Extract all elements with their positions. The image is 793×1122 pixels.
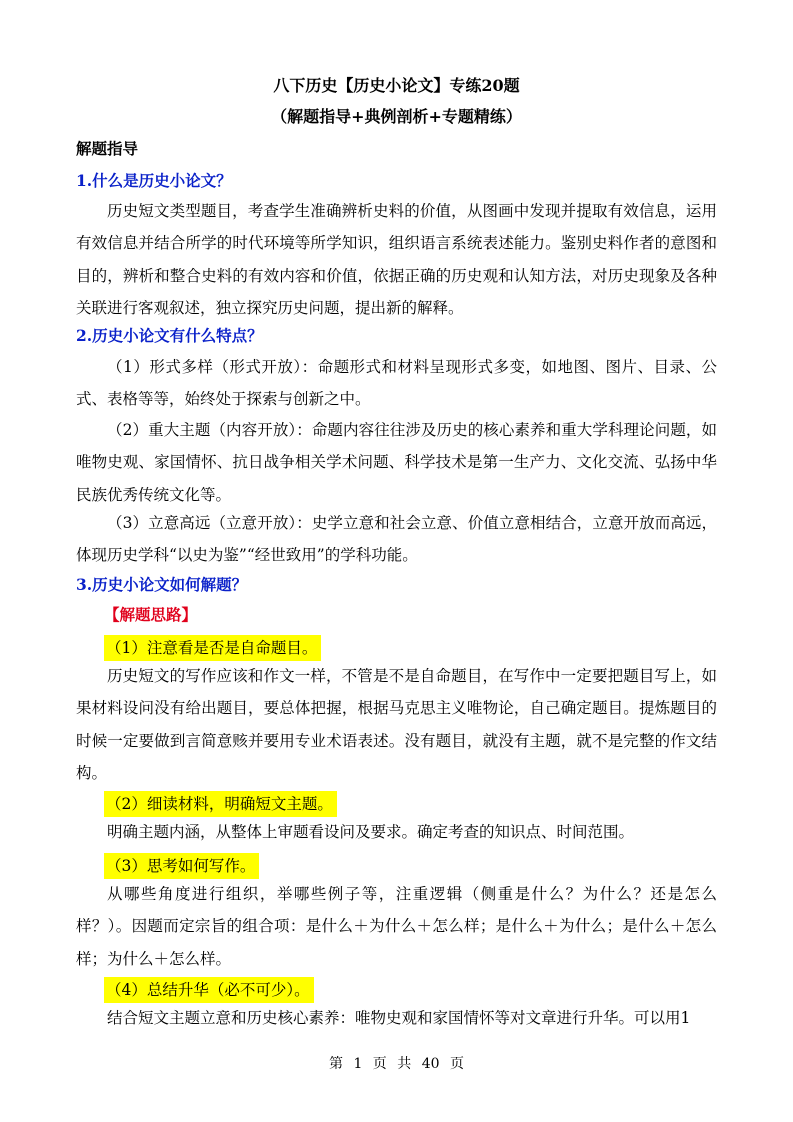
question-3-heading: 3.历史小论文如何解题？ bbox=[76, 575, 248, 594]
step-1-text: 历史短文的写作应该和作文一样，不管是不是自命题目，在写作中一定要把题目写上，如果材料设问没有给出题目，要总体把握，根据马克思主义唯物论，自己确定题目。提炼题目的时候一定要做到言简意赅并要用专业术语表述。没有题目，就没有主题，就不是完整的作文结构。 bbox=[76, 667, 717, 783]
document-title: 八下历史【历史小论文】专练20题 bbox=[273, 76, 520, 95]
question-1-heading: 1.什么是历史小论文？ bbox=[76, 171, 232, 190]
step-4-title: （4）总结升华（必不可少）。 bbox=[104, 977, 314, 1003]
section-heading: 解题指导 bbox=[76, 139, 139, 158]
step-2-title: （2）细读材料，明确短文主题。 bbox=[104, 791, 337, 817]
question-2-heading: 2.历史小论文有什么特点？ bbox=[76, 326, 263, 345]
step-2-text: 明确主题内涵，从整体上审题看设问及要求。确定考查的知识点、时间范围。 bbox=[107, 823, 635, 841]
solution-tag: 【解题思路】 bbox=[104, 605, 198, 624]
step-3-text: 从哪些角度进行组织，举哪些例子等，注重逻辑（侧重是什么？为什么？还是怎么样？）。因题而定宗旨的组合项：是什么＋为什么＋怎么样；是什么＋为什么；是什么＋怎么样；为什么＋怎么样。 bbox=[76, 885, 717, 968]
step-4-text: 结合短文主题立意和历史核心素养：唯物史观和家国情怀等对文章进行升华。可以用1 bbox=[107, 1009, 691, 1027]
question-1-paragraph: 历史短文类型题目，考查学生准确辨析史料的价值，从图画中发现并提取有效信息，运用有效信息并结合所学的时代环境等所学知识，组织语言系统表述能力。鉴别史料作者的意图和目的，辨析和整合史料的有效内容和价值，依据正确的历史观和认知方法，对历史现象及各种关联进行客观叙述，独立探究历史问题，提出新的解释。 bbox=[76, 202, 717, 318]
step-3-title: （3）思考如何写作。 bbox=[104, 853, 259, 879]
question-2-point-3: （3）立意高远（立意开放）：史学立意和社会立意、价值立意相结合，立意开放而高远，体现历史学科“以史为鉴”“经世致用”的学科功能。 bbox=[76, 514, 717, 565]
step-1-title: （1）注意看是否是自命题目。 bbox=[104, 635, 321, 661]
question-2-point-1: （1）形式多样（形式开放）：命题形式和材料呈现形式多变，如地图、图片、目录、公式、表格等等，始终处于探索与创新之中。 bbox=[76, 358, 717, 409]
document-subtitle: （解题指导+典例剖析+专题精练） bbox=[271, 107, 522, 126]
question-2-point-2: （2）重大主题（内容开放）：命题内容往往涉及历史的核心素养和重大学科理论问题，如唯物史观、家国情怀、抗日战争相关学术问题、科学技术是第一生产力、文化交流、弘扬中华民族优秀传统文化等。 bbox=[76, 421, 717, 504]
page-footer: 第 1 页 共 40 页 bbox=[329, 1056, 464, 1072]
